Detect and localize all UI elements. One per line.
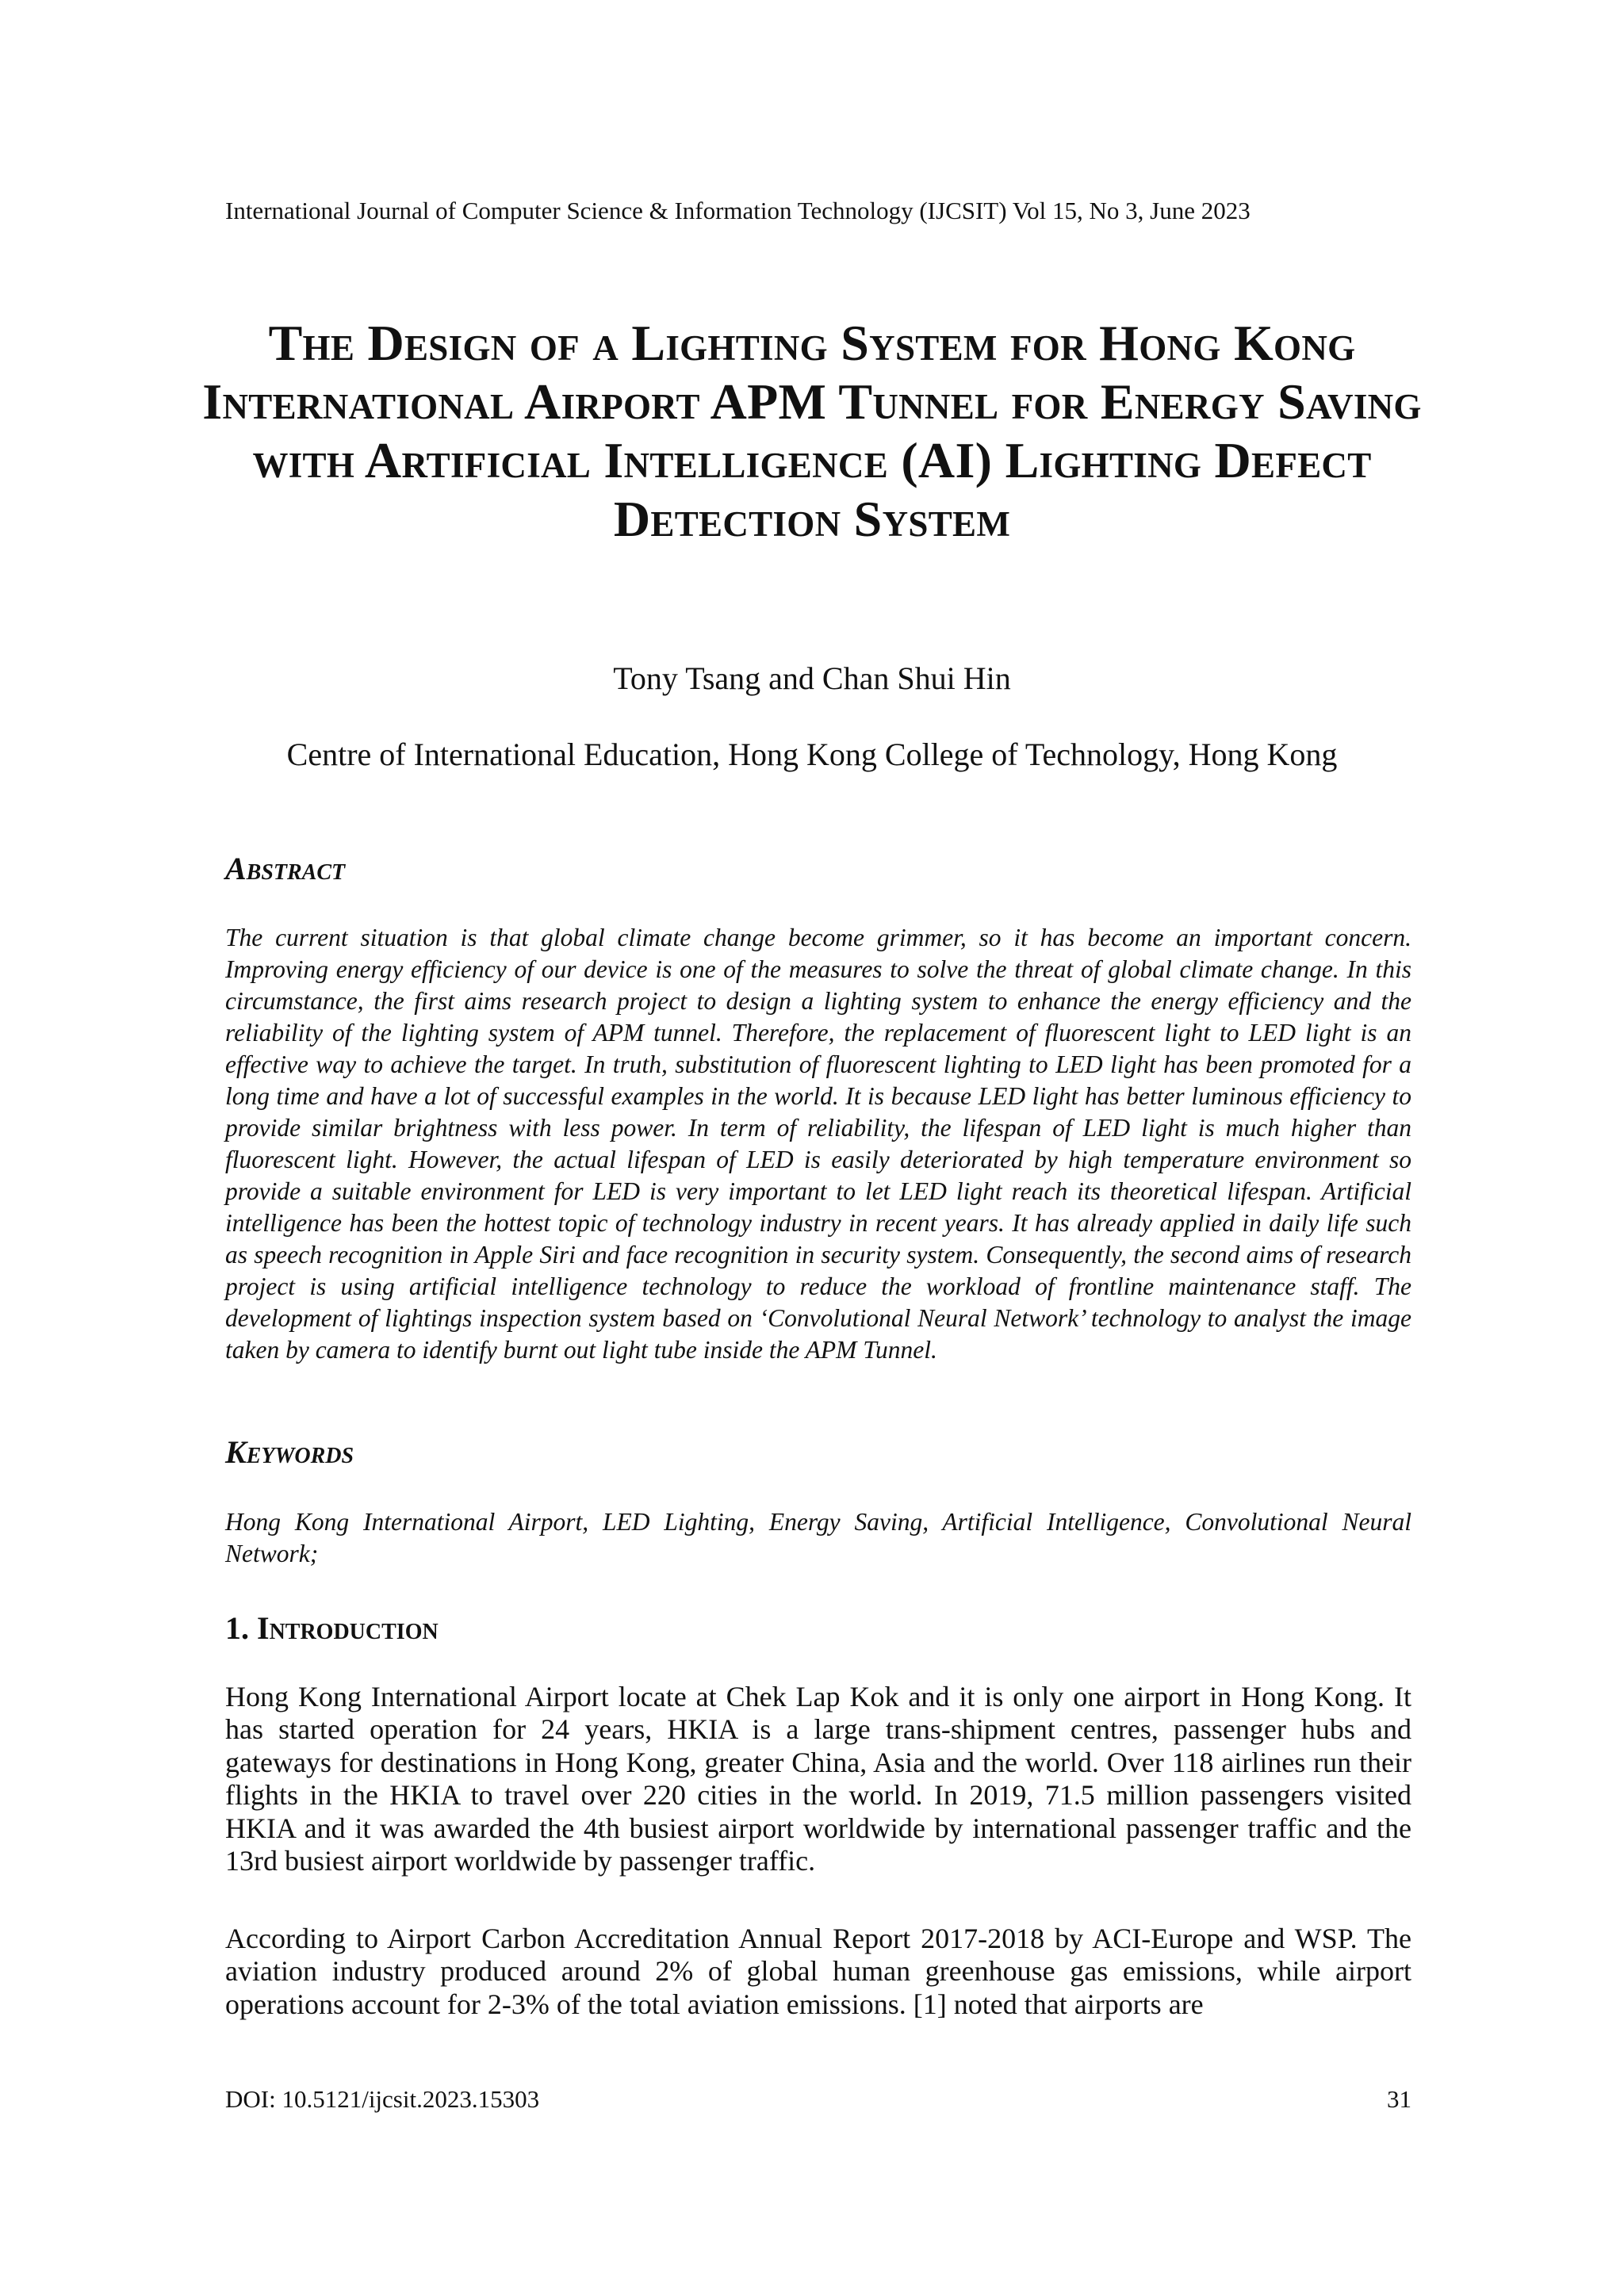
introduction-heading: 1. Introduction xyxy=(225,1610,439,1646)
doi-footer: DOI: 10.5121/ijcsit.2023.15303 xyxy=(225,2085,540,2113)
page-number: 31 xyxy=(1387,2085,1411,2113)
introduction-paragraph: Hong Kong International Airport locate at Chek Lap Kok and it is only one airport in Hong Kong. It has started operation for 24 years, HKIA is a large trans-shipment centres, passenger hubs and gateways for destinations in Hong Kong, greater China, Asia and the world. Over 118 airlines run their flights in the HKIA to travel over 220 cities in the world. In 2019, 71.5 million passengers visited HKIA and it was awarded the 4th busiest airport worldwide by international passenger traffic and the 13rd busiest airport worldwide by passenger traffic. xyxy=(225,1681,1411,1877)
authors: Tony Tsang and Chan Shui Hin xyxy=(613,660,1011,696)
running-head: International Journal of Computer Science & Information Technology (IJCSIT) Vol 15, No 3, June 2023 xyxy=(225,197,1251,224)
paper-title: The Design of a Lighting System for Hong Kong International Airport APM Tunnel for Energy Saving with Artificial Intelligence (AI) Lighting Defect Detection System xyxy=(202,315,1422,547)
keywords-heading: Keywords xyxy=(225,1434,354,1470)
introduction-paragraph: According to Airport Carbon Accreditation Annual Report 2017-2018 by ACI-Europe and WSP. The aviation industry produced around 2% of global human greenhouse gas emissions, while airport operations account for 2-3% of the total aviation emissions. [1] noted that airports are xyxy=(225,1923,1411,2020)
keywords-text: Hong Kong International Airport, LED Lighting, Energy Saving, Artificial Intelligence, Convolutional Neural Network; xyxy=(225,1508,1411,1567)
affiliation: Centre of International Education, Hong Kong College of Technology, Hong Kong xyxy=(286,737,1338,772)
abstract-text: The current situation is that global climate change become grimmer, so it has become an important concern. Improving energy efficiency of our device is one of the measures to solve the threat of global climate change. In this circumstance, the first aims research project to design a lighting system to enhance the energy efficiency and the reliability of the lighting system of APM tunnel. Therefore, the replacement of fluorescent light to LED light is an effective way to achieve the target. In truth, substitution of fluorescent lighting to LED light has been promoted for a long time and have a lot of successful examples in the world. It is because LED light has better luminous efficiency to provide similar brightness with less power. In term of reliability, the lifespan of LED light is much higher than fluorescent light. However, the actual lifespan of LED is easily deteriorated by high temperature environment so provide a suitable environment for LED is very important to let LED light reach its theoretical lifespan. Artificial intelligence has been the hottest topic of technology industry in recent years. It has already applied in daily life such as speech recognition in Apple Siri and face recognition in security system. Consequently, the second aims of research project is using artificial intelligence technology to reduce the workload of frontline maintenance staff. The development of lightings inspection system based on ‘Convolutional Neural Network’ technology to analyst the image taken by camera to identify burnt out light tube inside the APM Tunnel. xyxy=(225,924,1411,1364)
abstract-heading: Abstract xyxy=(225,851,346,886)
